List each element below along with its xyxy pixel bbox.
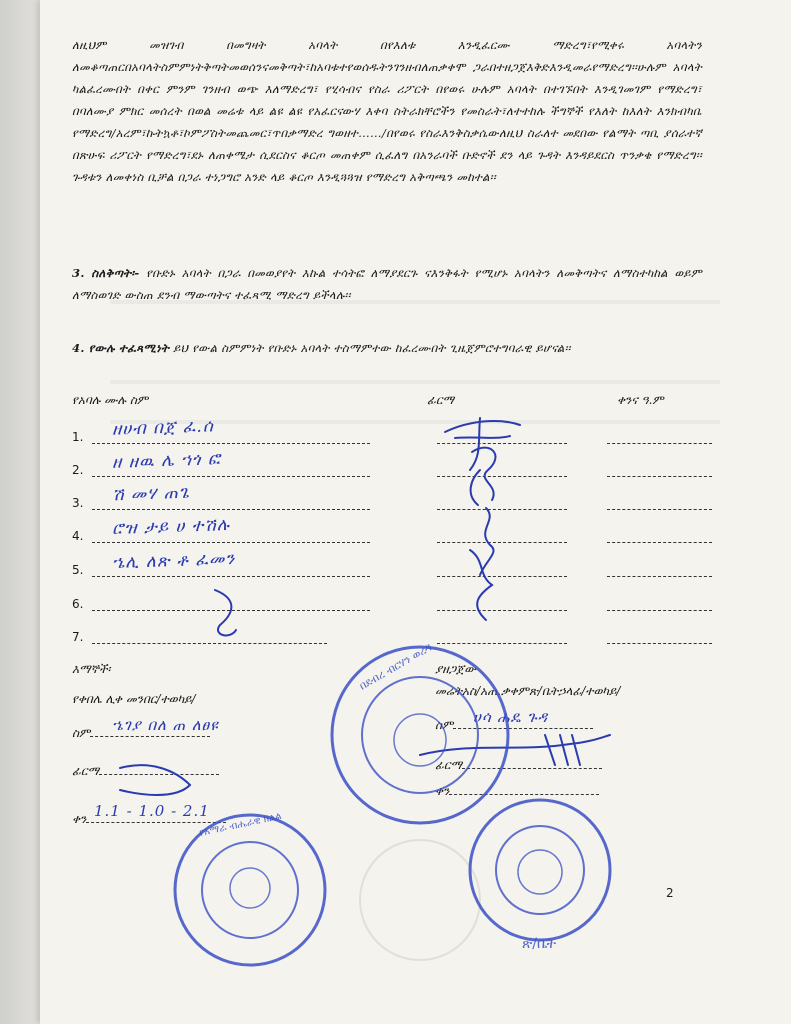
paragraph-text: ለዚህም መዝገብ በመግዛት አባላት በየእለቱ እንዲፈርሙ ማድረግ፣የሚቀሩ አባላትን ለመቆጣጠርበአባላትስምምነትቅጣትመወሰንናመቅጣት፣ከአባቱተየወሰዱትንገንዘብለጠቃቀሞ ጋራበተዘጋጀእቅድእንዲመራየማድረግ፡፡ሁሉም አባላት ካልፈረሙበት በቀር ምንም ገንዘብ ወጭ እለማድረግ፣ የሂሳብና የስራ ሪፖርት በየወሩ ሁሉም አባላት በተገኙበት እንዲገመገም የማድረግ፣ በባለሙያ ምክር መሰረት በወል መሬቱ ላይ ልዩ ልዩ የአፈርናውሃ እቀባ ስትራክቸሮችን የመስራት፣ለተተከሉ ችግኞች የእለት ከእለት እንክብካቤ የማድረግ/አረም፣ኩትኳቶ፣ኮምፖስትመጨመር፣ጥበቃማድረ ግወዘተ……/በየወሩ የስራእንቅስቃሴውለዚህ ስራለተ መደበው የልማት ጣቢ ያሰራተኛ በጽሁፍ ሪፖርት የማድረግ፣ደኑ ለጠቀሜታ ሲደርስና ቆርጦ መጠቀም ሲፈለግ በአንራባች ቡድኖች ደን ላይ ጉዳት እንዳይደርስ ጥንቃቄ የማድረግ፡፡ ጉዳቱን ለመቀነስ ቢቻል በጋራ ተነጋግሮ አንድ ላይ ቆርጦ እንዲጓጓዝ የማድረግ አቅጣጫን መከተል፡፡ [72, 38, 702, 184]
signature-mark-5 [215, 590, 236, 635]
witness-name-handwritten: ኄገያ በለ ጠ ለፀዩ [112, 716, 219, 734]
stamp-outer-ring [175, 815, 325, 965]
stamp-top [332, 641, 508, 823]
signature-marks [120, 418, 610, 795]
drafter-date-label: ቀን [435, 784, 450, 798]
row-number: 5. [72, 563, 84, 577]
handwritten-name: ሽ መሃ ጠጌ [111, 482, 191, 506]
witness-name-label: ስም [72, 726, 91, 740]
stamp-outer-ring [332, 647, 508, 823]
witnesses-title: እማኞች፡ [72, 662, 111, 676]
drafter-signature-label: ፊርማ [435, 758, 463, 772]
stamp-emblem-icon [230, 868, 270, 908]
section-4-number: 4. [72, 341, 85, 355]
section-3-text: የቡድኑ አባላት በጋራ በመወያየት እኩል ተሳትፎ ለማያደርጉ ናእንቅፋት የሚሆኑ አባላትን ለመቅጣትና ለማስተካከል ወይም ለማስወገድ ውስጠ ደንብ ማውጣትና ተፈጻሚ ማድረግ ይችላሉ፡፡ [72, 266, 702, 302]
stamp-bottom-right-text: ጽ/ቤት [522, 936, 557, 952]
drafter-name-label: ስም [435, 718, 454, 732]
signature-mark-6 [420, 735, 610, 765]
handwritten-name: ዘሀብ በጀ ፈ.ሰ [111, 416, 215, 440]
handwritten-name: ኄሊ ለጽ ቶ ፈመን [111, 548, 236, 574]
signature-mark-1 [445, 418, 520, 470]
stamp-inner-ring [496, 826, 584, 914]
stamp-bottom-left [175, 811, 325, 965]
row-number: 2. [72, 463, 84, 477]
stamp-emblem-icon [518, 850, 562, 894]
stamp-top-text: በደብረ ብርሃን ወረዳ [357, 640, 435, 693]
drafter-title: ያዘጋጀው [435, 662, 476, 676]
signature-mark-7 [120, 765, 190, 795]
handwritten-name: ሮዝ ታይ ሀ ተሽሉ [111, 514, 231, 540]
drafter-office: መሬትአስ/አጠ.ቃቀምጽ/ቤትኃላፊ/ተወካይ/ [435, 684, 621, 698]
section-4-text: ይህ የውል ስምምነት የቡድኑ አባላት ተስማምተው ከፈረሙበት ጊዜጀምሮተግባራዊ ይሆናል፡፡ [173, 341, 571, 355]
stamp-outer-ring [470, 800, 610, 940]
signature-mark-2 [471, 448, 496, 505]
section-4-title: የውሉ ተፈጻሚነት [88, 341, 170, 355]
handwritten-name: ዘ ዘዉ ሌ ኀጎ ፎ [111, 449, 222, 473]
stamp-emblem-icon [394, 714, 446, 766]
header-date: ቀንና ዓ.ም [617, 393, 664, 407]
stamp-bottom-left-text: የአማራ ብሔራዊ ክልል [198, 810, 283, 839]
header-member-name: የአባሉ ሙሉ ስም [72, 393, 149, 407]
section-3-number: 3. [72, 266, 85, 280]
row-number: 3. [72, 496, 84, 510]
header-signature: ፊርማ [427, 393, 455, 407]
drafter-name-handwritten: ሀሳ ሐዴ ጉዳ [473, 708, 549, 726]
row-number: 4. [72, 529, 84, 543]
witness-date-handwritten: 1.1 - 1.0 - 2.1 [94, 802, 210, 820]
witness-signature-label: ፊርማ [72, 764, 100, 778]
section-3-title: ስለቅጣት፡- [91, 266, 140, 280]
ghost-stamp-ring [360, 840, 480, 960]
witness-role: የቀበሌ ሊቀ መንበር/ተወካይ/ [72, 692, 196, 706]
row-number: 6. [72, 597, 84, 611]
witness-date-label: ቀን [72, 812, 87, 826]
stamp-inner-ring [202, 842, 298, 938]
page-number: 2 [666, 886, 674, 900]
row-number: 7. [72, 630, 84, 644]
row-number: 1. [72, 430, 84, 444]
signature-mark-3 [480, 508, 494, 575]
faint-stamp-ghost [360, 840, 480, 960]
stamp-inner-ring [362, 677, 478, 793]
stamp-bottom-right [470, 800, 610, 952]
